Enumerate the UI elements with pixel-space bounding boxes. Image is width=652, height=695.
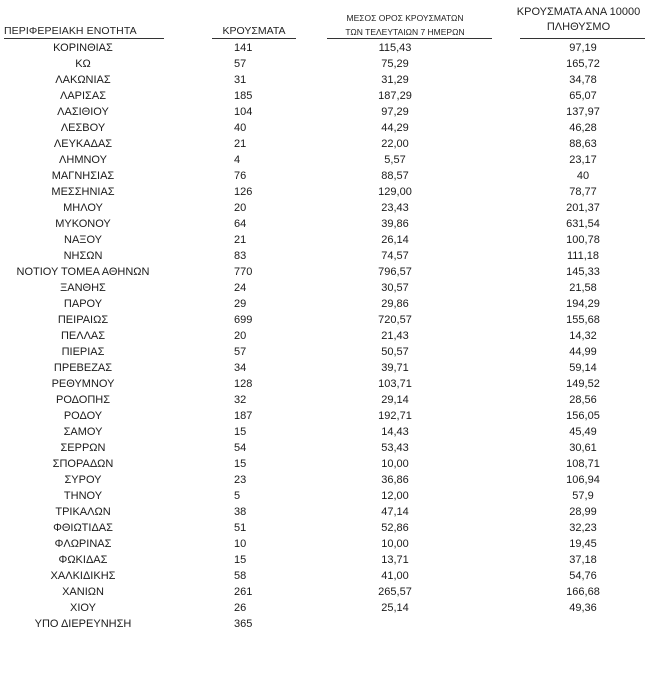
header-cases: ΚΡΟΥΣΜΑΤΑ — [222, 25, 286, 37]
region-cell: ΠΕΛΛΑΣ — [60, 330, 106, 342]
table-row — [0, 440, 652, 456]
table-row — [0, 600, 652, 616]
per-10000-cell: 65,07 — [569, 90, 597, 102]
cases-cell: 76 — [234, 170, 247, 182]
table-row — [0, 344, 652, 360]
average-cell: 75,29 — [381, 58, 409, 70]
average-cell: 53,43 — [381, 442, 409, 454]
average-cell: 10,00 — [381, 538, 409, 550]
cases-cell: 24 — [234, 282, 247, 294]
cases-cell: 29 — [234, 298, 247, 310]
table-row — [0, 328, 652, 344]
average-cell: 5,57 — [384, 154, 406, 166]
per-10000-cell: 30,61 — [569, 442, 597, 454]
per-10000-cell: 28,56 — [569, 394, 597, 406]
table-row — [0, 520, 652, 536]
region-cell: ΤΗΝΟΥ — [63, 490, 103, 502]
table-row — [0, 376, 652, 392]
cases-cell: 23 — [234, 474, 247, 486]
average-cell: 97,29 — [381, 106, 409, 118]
average-cell: 12,00 — [381, 490, 409, 502]
table-row — [0, 136, 652, 152]
header-seven-day-average — [320, 11, 490, 39]
average-cell: 39,86 — [381, 218, 409, 230]
header-underline-avg — [327, 38, 492, 39]
cases-cell: 40 — [234, 122, 247, 134]
cases-cell: 64 — [234, 218, 247, 230]
cases-cell: 31 — [234, 74, 247, 86]
cases-cell: 21 — [234, 234, 247, 246]
region-cell: ΦΩΚΙΔΑΣ — [58, 554, 108, 566]
average-cell: 30,57 — [381, 282, 409, 294]
per-10000-cell: 201,37 — [566, 202, 600, 214]
per-10000-cell: 111,18 — [566, 250, 599, 262]
table-row — [0, 40, 652, 56]
region-cell: ΦΛΩΡΙΝΑΣ — [54, 538, 112, 550]
region-cell: ΝΟΤΙΟΥ ΤΟΜΕΑ ΑΘΗΝΩΝ — [16, 266, 150, 278]
region-cell: ΚΩ — [75, 58, 91, 70]
region-cell: ΣΥΡΟΥ — [64, 474, 102, 486]
average-cell: 39,71 — [381, 362, 409, 374]
table-row — [0, 216, 652, 232]
average-cell: 44,29 — [381, 122, 409, 134]
per-10000-cell: 32,23 — [569, 522, 597, 534]
table-row — [0, 72, 652, 88]
region-cell: ΛΗΜΝΟΥ — [59, 154, 107, 166]
table-row — [0, 152, 652, 168]
cases-cell: 20 — [234, 202, 247, 214]
cases-cell: 261 — [234, 586, 253, 598]
table-row — [0, 264, 652, 280]
table-row — [0, 88, 652, 104]
per-10000-cell: 57,9 — [572, 490, 594, 502]
table-row — [0, 504, 652, 520]
region-cell: ΝΑΞΟΥ — [64, 234, 102, 246]
per-10000-cell: 97,19 — [569, 42, 597, 54]
region-cell: ΛΑΡΙΣΑΣ — [59, 90, 106, 102]
header-avg-line2: ΤΩΝ ΤΕΛΕΥΤΑΙΩΝ 7 ΗΜΕΡΩΝ — [345, 27, 465, 37]
average-cell: 74,57 — [381, 250, 409, 262]
cases-cell: 128 — [234, 378, 253, 390]
average-cell: 31,29 — [381, 74, 409, 86]
average-cell: 192,71 — [378, 410, 412, 422]
header-region: ΠΕΡΙΦΕΡΕΙΑΚΗ ΕΝΟΤΗΤΑ — [4, 25, 137, 37]
region-cell: ΠΡΕΒΕΖΑΣ — [53, 362, 113, 374]
table-row — [0, 536, 652, 552]
per-10000-cell: 631,54 — [566, 218, 600, 230]
average-cell: 29,86 — [381, 298, 409, 310]
average-cell: 50,57 — [381, 346, 409, 358]
per-10000-cell: 166,68 — [566, 586, 600, 598]
header-cases-per-10000 — [505, 5, 652, 35]
region-cell: ΠΙΕΡΙΑΣ — [61, 346, 105, 358]
average-cell: 29,14 — [381, 394, 409, 406]
cases-cell: 54 — [234, 442, 247, 454]
per-10000-cell: 40 — [576, 170, 590, 182]
average-cell: 25,14 — [381, 602, 409, 614]
table-row — [0, 488, 652, 504]
average-cell: 41,00 — [381, 570, 409, 582]
region-cell: ΝΗΣΩΝ — [63, 250, 103, 262]
per-10000-cell: 14,32 — [569, 330, 597, 342]
table-row — [0, 168, 652, 184]
table-body — [0, 40, 652, 632]
average-cell: 187,29 — [378, 90, 412, 102]
region-cell: ΠΑΡΟΥ — [63, 298, 103, 310]
region-cell: ΜΗΛΟΥ — [63, 202, 103, 214]
per-10000-cell: 88,63 — [569, 138, 597, 150]
region-cell: ΠΕΙΡΑΙΩΣ — [57, 314, 109, 326]
per-10000-cell: 78,77 — [569, 186, 597, 198]
per-10000-cell: 145,33 — [566, 266, 600, 278]
per-10000-cell: 59,14 — [569, 362, 597, 374]
cases-cell: 21 — [234, 138, 247, 150]
cases-cell: 83 — [234, 250, 247, 262]
average-cell: 47,14 — [381, 506, 409, 518]
region-cell: ΜΑΓΝΗΣΙΑΣ — [51, 170, 115, 182]
average-cell: 103,71 — [378, 378, 412, 390]
region-cell: ΛΑΣΙΘΙΟΥ — [57, 106, 109, 118]
per-10000-cell: 156,05 — [566, 410, 600, 422]
cases-cell: 141 — [234, 42, 253, 54]
table-row — [0, 312, 652, 328]
region-cell: ΥΠΟ ΔΙΕΡΕΥΝΗΣΗ — [34, 618, 132, 630]
per-10000-cell: 165,72 — [566, 58, 600, 70]
cases-cell: 57 — [234, 346, 247, 358]
table-row — [0, 200, 652, 216]
table-row — [0, 360, 652, 376]
average-cell: 720,57 — [378, 314, 412, 326]
per-10000-cell: 23,17 — [569, 154, 597, 166]
header-underline-cases — [212, 38, 296, 39]
region-cell: ΣΑΜΟΥ — [63, 426, 103, 438]
region-cell: ΜΥΚΟΝΟΥ — [55, 218, 111, 230]
cases-cell: 57 — [234, 58, 247, 70]
cases-cell: 126 — [234, 186, 253, 198]
region-cell: ΣΠΟΡΑΔΩΝ — [52, 458, 114, 470]
per-10000-cell: 46,28 — [569, 122, 597, 134]
cases-cell: 38 — [234, 506, 247, 518]
region-cell: ΡΟΔΟΠΗΣ — [55, 394, 111, 406]
region-cell: ΣΕΡΡΩΝ — [60, 442, 106, 454]
cases-cell: 58 — [234, 570, 247, 582]
region-cell: ΤΡΙΚΑΛΩΝ — [55, 506, 111, 518]
average-cell: 115,43 — [378, 42, 412, 54]
cases-cell: 20 — [234, 330, 247, 342]
average-cell: 21,43 — [381, 330, 409, 342]
table-row — [0, 248, 652, 264]
header-per-line1: ΚΡΟΥΣΜΑΤΑ ΑΝΑ 10000 — [516, 6, 641, 18]
average-cell: 26,14 — [381, 234, 409, 246]
per-10000-cell: 44,99 — [569, 346, 597, 358]
cases-cell: 15 — [234, 554, 247, 566]
average-cell: 10,00 — [381, 458, 409, 470]
cases-cell: 32 — [234, 394, 247, 406]
average-cell: 22,00 — [381, 138, 409, 150]
table-row — [0, 472, 652, 488]
average-cell: 52,86 — [381, 522, 409, 534]
table-row — [0, 424, 652, 440]
table-row — [0, 184, 652, 200]
table-row — [0, 408, 652, 424]
table-row — [0, 104, 652, 120]
per-10000-cell: 54,76 — [569, 570, 597, 582]
per-10000-cell: 28,99 — [569, 506, 597, 518]
cases-cell: 10 — [234, 538, 247, 550]
table-row — [0, 552, 652, 568]
region-cell: ΡΕΘΥΜΝΟΥ — [51, 378, 115, 390]
average-cell: 265,57 — [378, 586, 412, 598]
cases-cell: 34 — [234, 362, 247, 374]
average-cell: 13,71 — [381, 554, 409, 566]
region-cell: ΦΘΙΩΤΙΔΑΣ — [53, 522, 113, 534]
cases-cell: 4 — [234, 154, 241, 166]
average-cell: 796,57 — [378, 266, 412, 278]
cases-cell: 365 — [234, 618, 253, 630]
per-10000-cell: 49,36 — [569, 602, 597, 614]
average-cell: 14,43 — [381, 426, 409, 438]
per-10000-cell: 149,52 — [566, 378, 600, 390]
per-10000-cell: 137,97 — [566, 106, 600, 118]
cases-cell: 104 — [234, 106, 253, 118]
table-row — [0, 232, 652, 248]
per-10000-cell: 21,58 — [569, 282, 597, 294]
header-per-line2: ΠΛΗΘΥΣΜΟ — [546, 21, 611, 33]
table-row — [0, 568, 652, 584]
per-10000-cell: 45,49 — [569, 426, 597, 438]
cases-cell: 770 — [234, 266, 253, 278]
table-row — [0, 616, 652, 632]
header-underline-region — [4, 38, 164, 39]
cases-cell: 5 — [234, 490, 241, 502]
per-10000-cell: 100,78 — [566, 234, 600, 246]
cases-cell: 185 — [234, 90, 253, 102]
table-row — [0, 584, 652, 600]
average-cell: 88,57 — [381, 170, 409, 182]
region-cell: ΧΑΛΚΙΔΙΚΗΣ — [50, 570, 116, 582]
per-10000-cell: 155,68 — [566, 314, 600, 326]
cases-cell: 26 — [234, 602, 247, 614]
region-cell: ΧΑΝΙΩΝ — [62, 586, 104, 598]
cases-cell: 187 — [234, 410, 253, 422]
average-cell: 23,43 — [381, 202, 409, 214]
per-10000-cell: 194,29 — [566, 298, 600, 310]
header-avg-line1: ΜΕΣΟΣ ΟΡΟΣ ΚΡΟΥΣΜΑΤΩΝ — [346, 13, 464, 23]
region-cell: ΛΕΥΚΑΔΑΣ — [53, 138, 113, 150]
region-cell: ΞΑΝΘΗΣ — [60, 282, 106, 294]
per-10000-cell: 19,45 — [569, 538, 597, 550]
average-cell: 129,00 — [378, 186, 412, 198]
per-10000-cell: 34,78 — [569, 74, 597, 86]
cases-cell: 15 — [234, 426, 247, 438]
average-cell: 36,86 — [381, 474, 409, 486]
cases-cell: 15 — [234, 458, 247, 470]
table-row — [0, 280, 652, 296]
region-cell: ΛΕΣΒΟΥ — [60, 122, 106, 134]
per-10000-cell: 106,94 — [566, 474, 600, 486]
table-row — [0, 456, 652, 472]
table-row — [0, 392, 652, 408]
header-underline-per — [520, 38, 645, 39]
table-row — [0, 296, 652, 312]
region-cell: ΜΕΣΣΗΝΙΑΣ — [51, 186, 115, 198]
cases-cell: 699 — [234, 314, 253, 326]
region-cell: ΧΙΟΥ — [70, 602, 96, 614]
region-cell: ΛΑΚΩΝΙΑΣ — [55, 74, 111, 86]
region-cell: ΚΟΡΙΝΘΙΑΣ — [53, 42, 113, 54]
region-cell: ΡΟΔΟΥ — [63, 410, 103, 422]
per-10000-cell: 37,18 — [569, 554, 597, 566]
table-row — [0, 56, 652, 72]
cases-cell: 51 — [234, 522, 247, 534]
per-10000-cell: 108,71 — [566, 458, 600, 470]
table-row — [0, 120, 652, 136]
